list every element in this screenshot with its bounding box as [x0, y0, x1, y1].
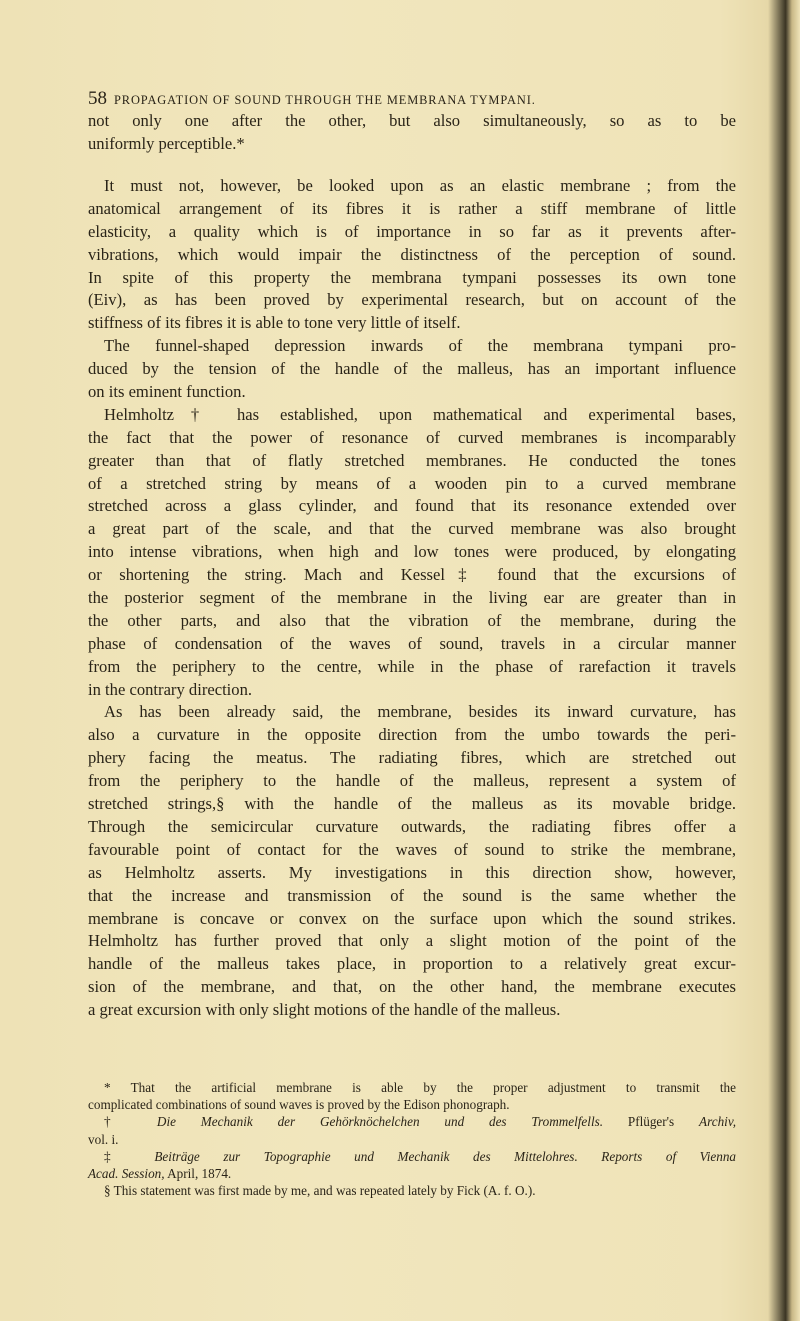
text-line: The funnel-shaped depression inwards of the membrana tympani pro- — [104, 336, 736, 356]
running-title: PROPAGATION OF SOUND THROUGH THE MEMBRANA TYMPANI. — [114, 93, 536, 107]
text-line: a great excursion with only slight motions of the handle of the malleus. — [88, 1000, 561, 1020]
text-line: on its eminent function. — [88, 382, 246, 402]
paragraph — [88, 701, 736, 1021]
footnote-2-cont: vol. i. — [88, 1131, 119, 1147]
paragraph-continued — [88, 110, 736, 156]
body-text — [88, 175, 736, 1022]
text-line: handle of the malleus takes place, in proportion to a relatively great excur- — [88, 954, 736, 974]
text-line: stretched across a glass cylinder, and found that its resonance extended over — [88, 496, 736, 516]
text-line: stiffness of its fibres it is able to tone very little of itself. — [88, 313, 461, 333]
text-line: from the periphery to the centre, while in the phase of rarefaction it travels — [88, 656, 736, 676]
text-line: Through the semicircular curvature outwards, the radiating fibres offer a — [88, 816, 736, 836]
paragraph — [88, 335, 736, 404]
footnote-3 — [88, 1148, 736, 1165]
text-line: sion of the membrane, and that, on the other hand, the membrane executes — [88, 977, 736, 997]
text-line: (Eiv), as has been proved by experimental research, but on account of the — [88, 290, 736, 310]
text-line: stretched strings,§ with the handle of the malleus as its movable bridge. — [88, 794, 736, 814]
dagger-mark: † — [104, 1114, 157, 1130]
text-line: vibrations, which would impair the distinctness of the perception of sound. — [88, 244, 736, 264]
footnote-2-archiv: Archiv, — [699, 1114, 736, 1130]
paragraph — [88, 175, 736, 335]
footnote-2-title: Die Mechanik der Gehörknöchelchen und des Trommelfells. — [156, 1114, 604, 1130]
text-line: In spite of this property the membrana tympani possesses its own tone — [88, 267, 736, 287]
footnote-3-cont — [88, 1165, 736, 1182]
text-line: Helmholtz† has established, upon mathematical and experimental bases, — [104, 404, 736, 424]
text-line: anatomical arrangement of its fibres it is rather a stiff membrane of little — [88, 198, 736, 218]
footnote-1-cont: complicated combinations of sound waves is proved by the Edison phonograph. — [88, 1097, 510, 1113]
double-dagger-mark: ‡ — [104, 1148, 155, 1164]
paragraph — [88, 404, 736, 702]
text-line: in the contrary direction. — [88, 679, 253, 699]
text-line: into intense vibrations, when high and low tones were produced, by elongating — [88, 542, 736, 562]
footnote-2-journal: Pflüger's — [603, 1114, 700, 1130]
text-line: also a curvature in the opposite direction from the umbo towards the peri- — [88, 725, 736, 745]
text-line: from the periphery to the handle of the malleus, represent a system of — [88, 771, 736, 791]
footnote-3-date: April, 1874. — [164, 1165, 232, 1181]
text-line: elasticity, a quality which is of importance in so far as it prevents after- — [88, 221, 736, 241]
text-line: the other parts, and also that the vibration of the membrane, during the — [88, 610, 736, 630]
text-line: It must not, however, be looked upon as an elastic membrane ; from the — [104, 176, 736, 195]
footnotes — [88, 1079, 736, 1199]
text-line: not only one after the other, but also simultaneously, so as to be — [88, 111, 736, 130]
paragraph — [88, 110, 736, 156]
text-line: a great part of the scale, and that the curved membrane was also brought — [88, 519, 736, 539]
footnote-2 — [88, 1113, 736, 1130]
text-line: as Helmholtz asserts. My investigations in this direction show, however, — [88, 862, 736, 882]
text-line: duced by the tension of the handle of the malleus, has an important influence — [88, 359, 736, 379]
page-number: 58 — [88, 88, 107, 109]
text-line: or shortening the string. Mach and Kessel‡ found that the excursions of — [88, 565, 736, 585]
footnote-4: § This statement was first made by me, and was repeated lately by Fick (A. f. O.). — [104, 1183, 536, 1199]
footnote-3-title: Beiträge zur Topographie und Mechanik des Mittelohres. — [154, 1148, 578, 1164]
text-line: greater than that of flatly stretched membranes. He conducted the tones — [88, 450, 736, 470]
text-line: phery facing the meatus. The radiating fibres, which are stretched out — [88, 748, 736, 768]
text-line: of a stretched string by means of a wooden pin to a curved membrane — [88, 473, 736, 493]
footnote-3-acad: Acad. Session, — [88, 1165, 165, 1181]
text-line: membrane is concave or convex on the surface upon which the sound strikes. — [88, 908, 736, 928]
text-line: that the increase and transmission of the sound is the same whether the — [88, 885, 736, 905]
footnote-3-reports: Reports of Vienna — [577, 1148, 737, 1164]
running-header — [88, 88, 736, 110]
text-line: the posterior segment of the membrane in the living ear are greater than in — [88, 588, 736, 608]
text-line: uniformly perceptible.* — [88, 133, 245, 153]
text-line: the fact that the power of resonance of curved membranes is incomparably — [88, 427, 736, 447]
text-line: favourable point of contact for the waves of sound to strike the membrane, — [88, 839, 736, 859]
text-line: As has been already said, the membrane, besides its inward curvature, has — [104, 702, 736, 722]
footnote-1: * That the artificial membrane is able by the proper adjustment to transmit the — [104, 1080, 736, 1095]
text-line: Helmholtz has further proved that only a slight motion of the point of the — [88, 931, 736, 951]
text-line: phase of condensation of the waves of sound, travels in a circular manner — [88, 633, 736, 653]
